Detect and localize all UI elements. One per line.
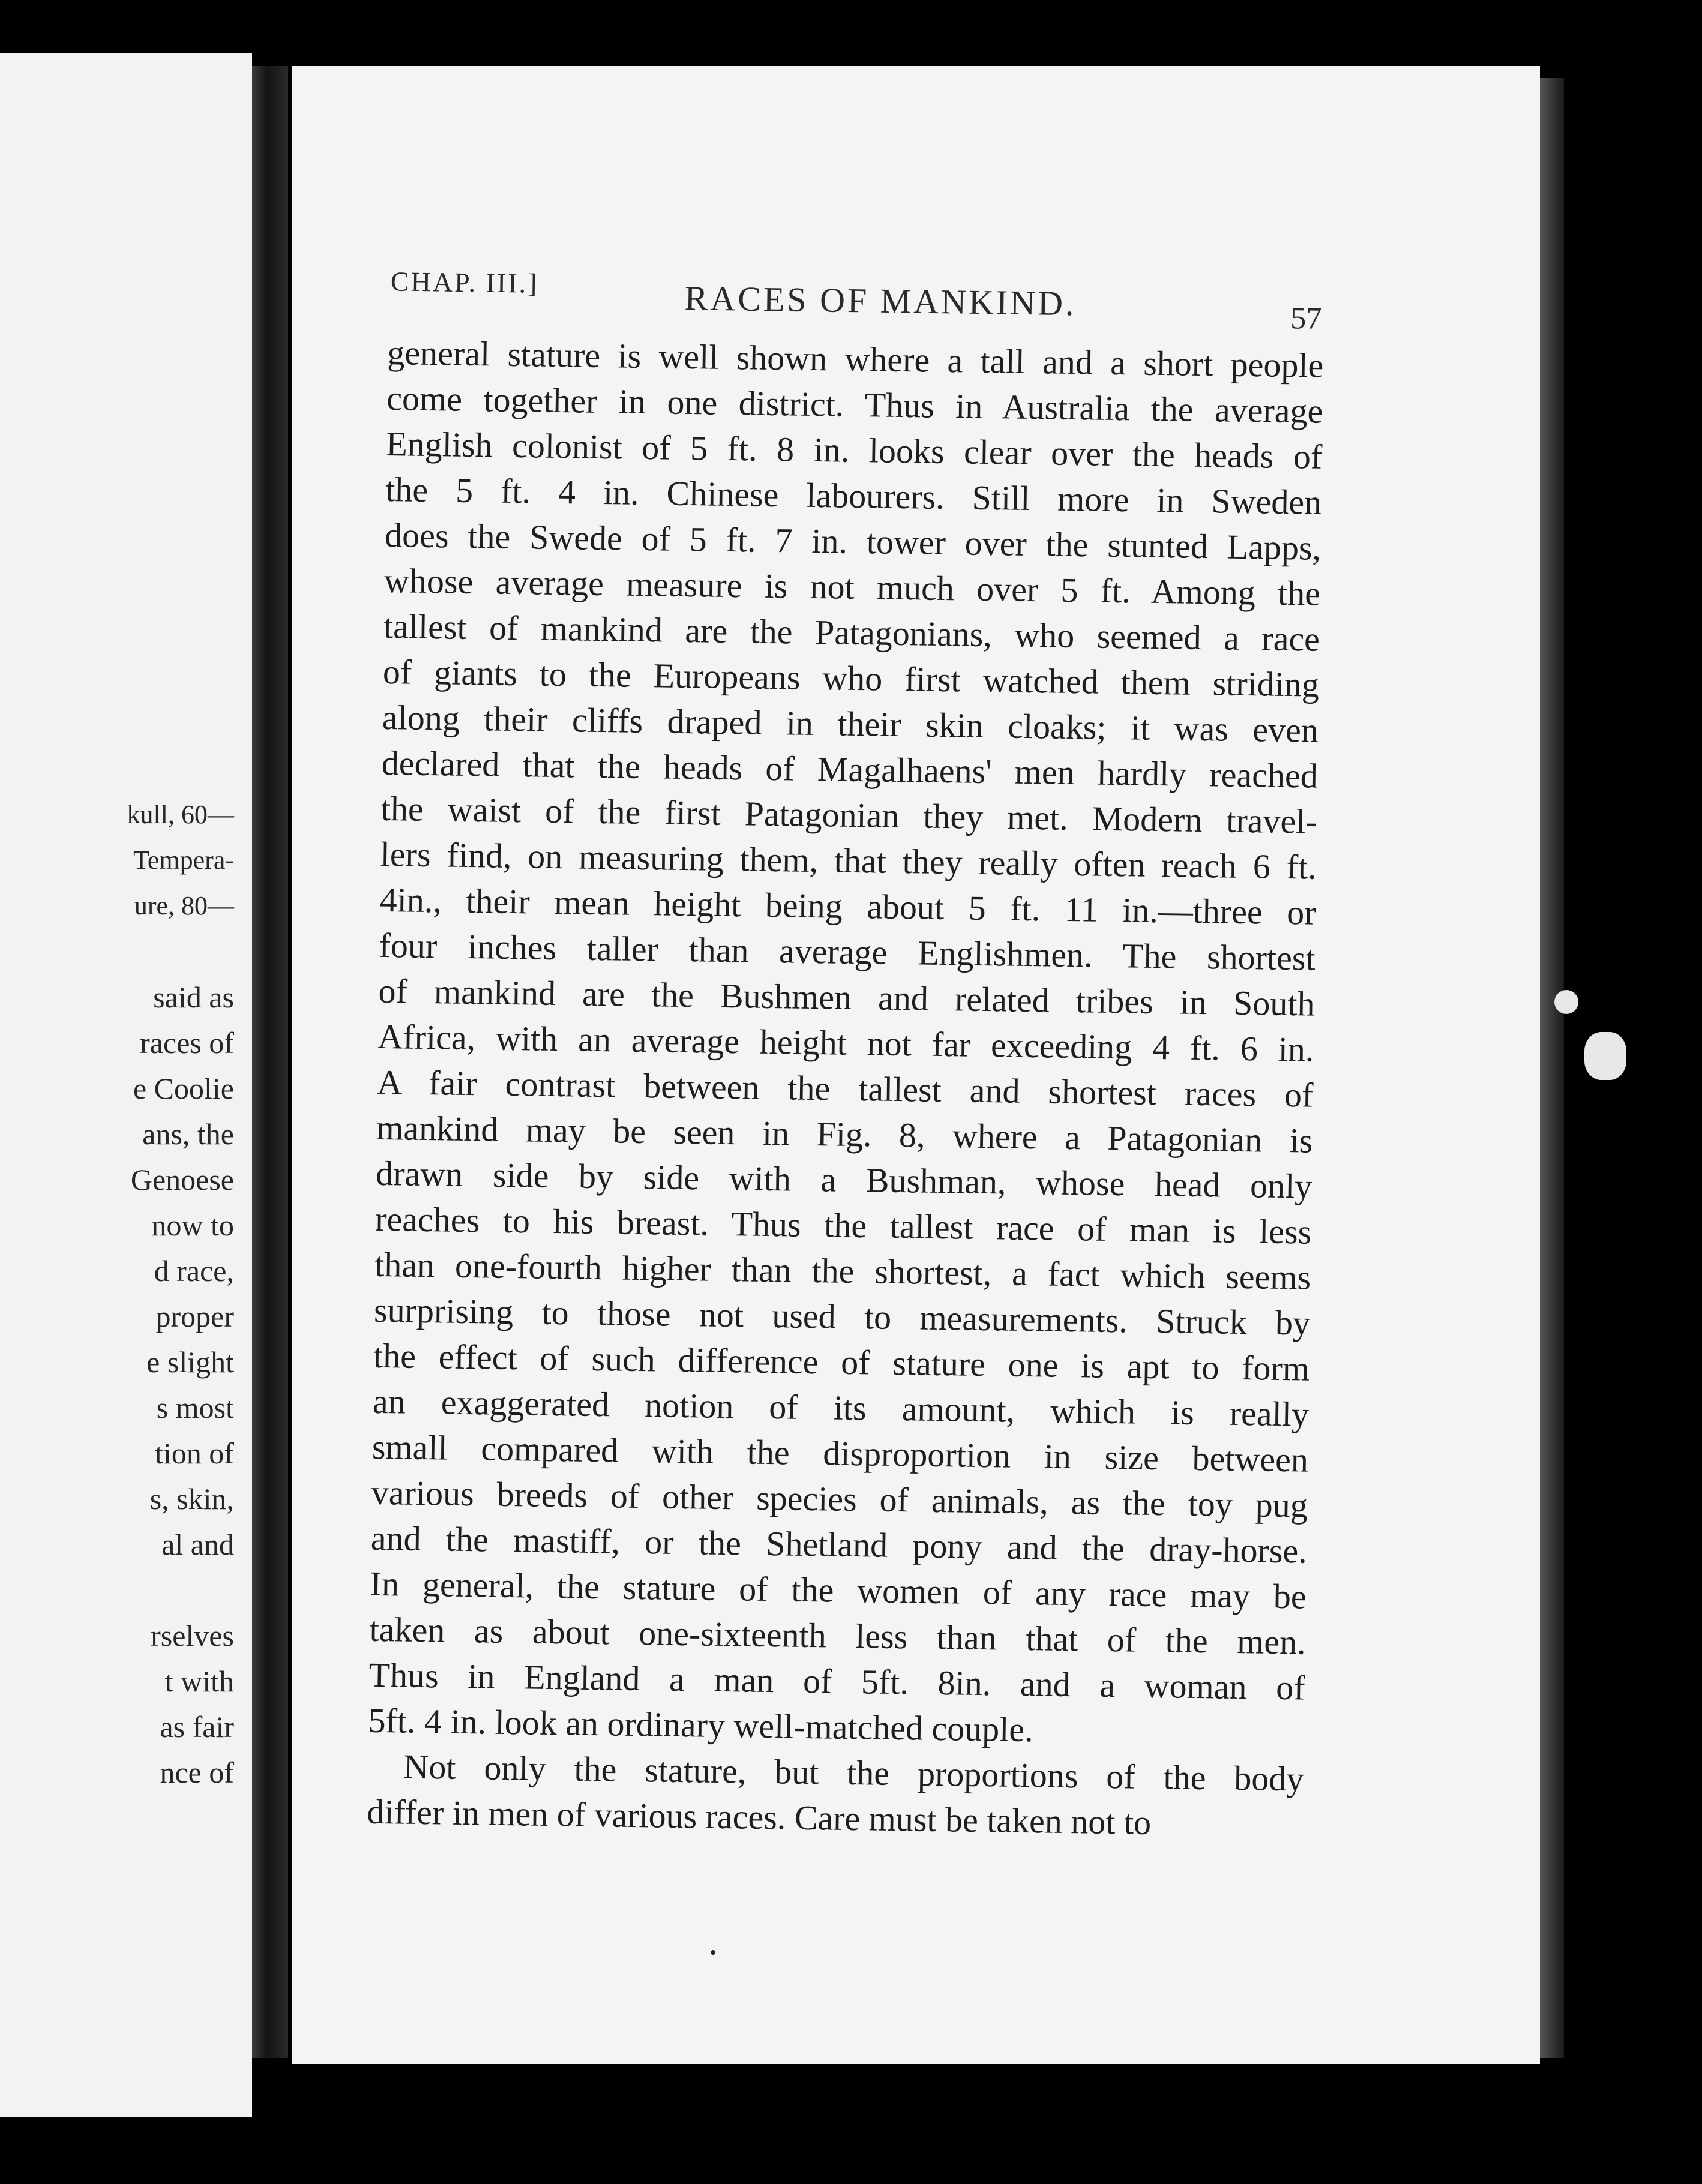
facing-page-line: d race, [154, 1254, 234, 1288]
facing-page-line: ans, the [142, 1117, 234, 1151]
running-head [292, 66, 1540, 337]
facing-page-line: t with [164, 1664, 234, 1698]
facing-page-line: nce of [160, 1756, 234, 1789]
text-line: of giants to the Europeans who first watched them striding [382, 652, 1320, 704]
text-line: Africa, with an average height not far exceeding 4 ft. 6 in. [377, 1016, 1314, 1069]
text-line: reaches to his breast. Thus the tallest race of man is less [374, 1199, 1312, 1252]
facing-page-line: e Coolie [133, 1072, 234, 1105]
facing-page-line: now to [151, 1208, 234, 1242]
text-line: the waist of the first Patagonian they met. Modern travel- [380, 788, 1318, 841]
scan-speck [1584, 1032, 1626, 1080]
facing-page-line: rselves [151, 1619, 234, 1652]
chapter-label: CHAP. III.] [390, 266, 539, 299]
facing-page-line: races of [140, 1026, 234, 1060]
text-line: tallest of mankind are the Patagonians, who seemed a race [383, 606, 1320, 659]
running-title: RACES OF MANKIND. [684, 278, 1077, 323]
text-line: In general, the stature of the women of any race may be [370, 1564, 1307, 1616]
facing-page-line: al and [161, 1528, 234, 1561]
text-line: come together in one district. Thus in Australia the average [386, 378, 1323, 431]
facing-page-line: as fair [160, 1710, 234, 1744]
text-line: declared that the heads of Magalhaens' men hardly reached [381, 743, 1319, 796]
facing-page-line: said as [153, 980, 234, 1014]
text-line: taken as about one-sixteenth less than that of the men. [369, 1609, 1307, 1662]
text-line: Thus in England a man of 5ft. 8in. and a woman of [368, 1655, 1306, 1708]
text-line: four inches taller than average Englishmen. The shortest [379, 925, 1316, 978]
facing-page-line: tion of [155, 1436, 234, 1470]
page-number: 57 [1290, 301, 1322, 337]
text-line: than one-fourth higher than the shortest, a fact which seems [374, 1244, 1311, 1297]
text-line: various breeds of other species of animals, as the toy pug [371, 1472, 1308, 1525]
facing-page-line: s most [156, 1391, 234, 1424]
facing-page [0, 53, 252, 2117]
text-line: 4in., their mean height being about 5 ft. 11 in.—three or [379, 880, 1317, 932]
text-line: English colonist of 5 ft. 8 in. looks clear over the heads of [385, 424, 1323, 476]
text-line: lers find, on measuring them, that they really often reach 6 ft. [380, 834, 1317, 887]
facing-page-line: proper [155, 1300, 234, 1333]
body-text [367, 330, 1324, 1848]
page-edge [1540, 78, 1564, 2058]
text-line: drawn side by side with a Bushman, whose head only [375, 1153, 1313, 1206]
book-gutter [252, 66, 288, 2058]
text-line: an exaggerated notion of its amount, which is really [372, 1381, 1310, 1434]
text-line: does the Swede of 5 ft. 7 in. tower over the stunted Lapps, [384, 515, 1322, 568]
facing-page-line: ure, 80— [134, 891, 234, 920]
text-line: small compared with the disproportion in size between [371, 1427, 1309, 1480]
facing-page-line: e slight [146, 1345, 234, 1379]
facing-page-line: s, skin, [149, 1482, 234, 1516]
scan-speck [1554, 990, 1578, 1014]
text-line: and the mastiff, or the Shetland pony and the dray-horse. [370, 1518, 1308, 1571]
text-line: of mankind are the Bushmen and related tribes in South [378, 971, 1315, 1024]
text-line: the 5 ft. 4 in. Chinese labourers. Still more in Sweden [385, 469, 1322, 522]
print-speck [711, 1950, 715, 1955]
text-line: surprising to those not used to measurements. Struck by [373, 1290, 1311, 1343]
text-line: mankind may be seen in Fig. 8, where a Patagonian is [376, 1108, 1313, 1160]
text-line: along their cliffs draped in their skin cloaks; it was even [382, 697, 1319, 750]
text-line: the effect of such difference of stature one is apt to form [373, 1336, 1310, 1388]
text-line: 5ft. 4 in. look an ordinary well-matched couple. [368, 1700, 1034, 1750]
text-line: whose average measure is not much over 5 ft. Among the [383, 560, 1321, 613]
text-line: differ in men of various races. Care must be taken not to [367, 1792, 1152, 1843]
text-line: Not only the stature, but the proportions of the body [403, 1747, 1304, 1799]
facing-page-line: Tempera- [133, 845, 234, 875]
book-page [292, 66, 1540, 2064]
facing-page-line: kull, 60— [127, 800, 234, 829]
text-line: A fair contrast between the tallest and shortest races of [377, 1062, 1314, 1115]
facing-page-line: Genoese [130, 1163, 234, 1196]
text-line: general stature is well shown where a tall and a short people [387, 332, 1324, 385]
